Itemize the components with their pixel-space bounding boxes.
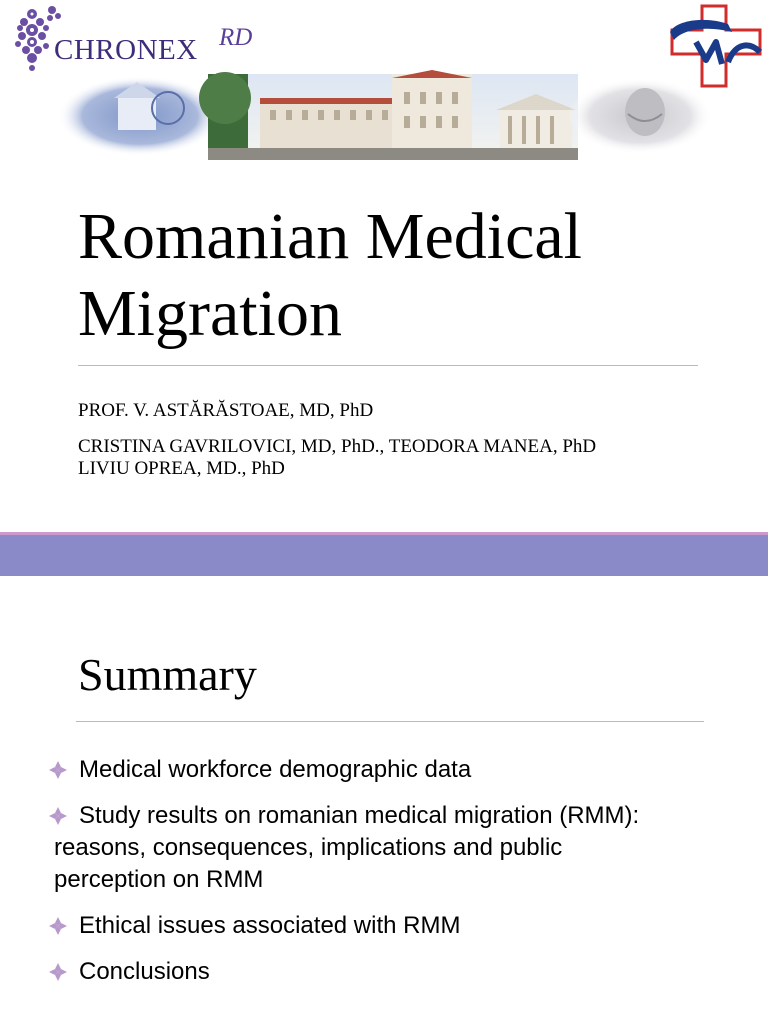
bullet-item (46, 754, 746, 786)
summary-slide (0, 576, 768, 1024)
author-line-1: PROF. V. ASTĂRĂSTOAE, MD, PhD (78, 400, 374, 421)
university-buildings-banner (60, 68, 710, 163)
summary-divider (76, 721, 704, 722)
chronex-logo (12, 2, 262, 74)
title-divider (78, 365, 698, 366)
bullet-text: Medical workforce demographic data (79, 756, 472, 783)
bullet-item (46, 910, 746, 942)
diamond-bullet-icon (48, 760, 68, 780)
authors-block (78, 400, 758, 480)
author-line-3: LIVIU OPREA, MD., PhD (78, 458, 285, 479)
chronex-logo-suffix: RD (219, 24, 253, 51)
diamond-bullet-icon (48, 806, 68, 826)
bullet-item (46, 956, 746, 988)
chronex-logo-text: CHRONEX (54, 34, 198, 66)
diamond-bullet-icon (48, 962, 68, 982)
bullet-text: Ethical issues associated with RMM (79, 912, 461, 939)
summary-title: Summary (78, 649, 257, 700)
slide-separator-band (0, 532, 768, 576)
diamond-bullet-icon (48, 916, 68, 936)
bullet-text-continued: perception on RMM (54, 866, 264, 893)
slide-title: Romanian Medical Migration (78, 200, 583, 350)
bullet-text: Study results on romanian medical migration (RMM): (79, 802, 640, 829)
summary-bullet-list (46, 754, 746, 1002)
bullet-text: Conclusions (79, 958, 210, 985)
bullet-item (46, 800, 746, 896)
bullet-text-continued: reasons, consequences, implications and public (54, 834, 563, 861)
author-line-2: CRISTINA GAVRILOVICI, MD, PhD., TEODORA MANEA, PhD (78, 436, 597, 457)
separator-accent-line (0, 532, 768, 535)
